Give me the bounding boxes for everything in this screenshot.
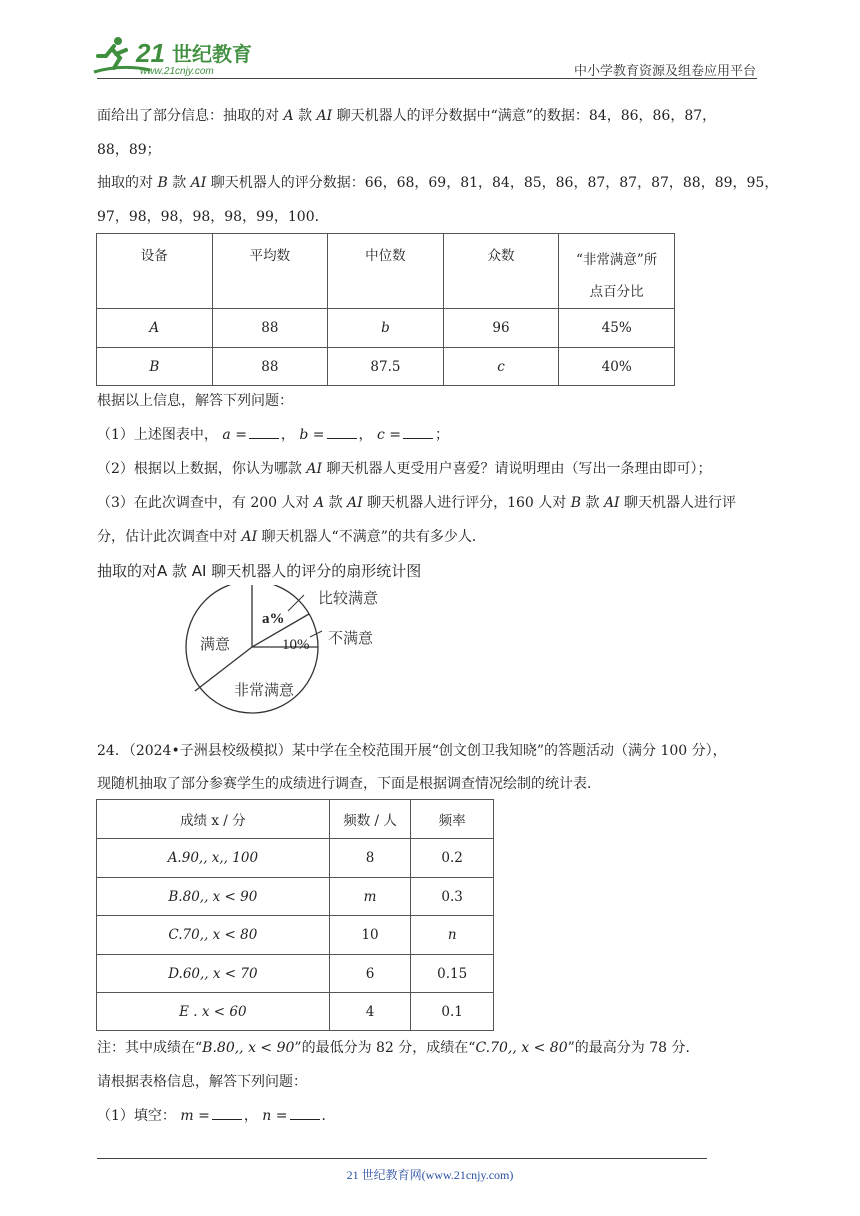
table-row bbox=[97, 348, 675, 386]
cell: C.70,, x < 80 bbox=[97, 916, 330, 955]
semicolon: ； bbox=[435, 427, 450, 443]
equals: = bbox=[275, 1108, 288, 1124]
question-2 bbox=[97, 459, 711, 479]
header-cell: 中位数 bbox=[328, 234, 444, 309]
equals: = bbox=[312, 427, 325, 443]
equals: = bbox=[389, 427, 402, 443]
cell: E . x < 60 bbox=[97, 993, 330, 1031]
header bbox=[0, 0, 860, 80]
cell: 4 bbox=[329, 993, 411, 1031]
header-line: 点百分比 bbox=[589, 284, 644, 300]
comma: ， bbox=[243, 1108, 258, 1124]
var-b: B bbox=[157, 175, 168, 191]
cell: 0.1 bbox=[411, 993, 494, 1031]
text: 款 bbox=[328, 495, 343, 511]
slice-label-10-percent: 10% bbox=[282, 637, 310, 653]
cell: 8 bbox=[329, 839, 411, 878]
cell: 40% bbox=[559, 348, 675, 386]
slice-label-unsatisfied: 不满意 bbox=[328, 629, 374, 647]
question-3 bbox=[97, 493, 736, 513]
slice-label-fairly-satisfied: 比较满意 bbox=[318, 589, 379, 607]
logo-url: www.21cnjy.com bbox=[140, 66, 214, 77]
cell: 96 bbox=[443, 309, 559, 348]
questions-lead: 根据以上信息，解答下列问题： bbox=[97, 393, 293, 409]
text: （1）填空： bbox=[97, 1108, 176, 1124]
text: （2）根据以上数据，你认为哪款 bbox=[97, 461, 302, 477]
pie-chart bbox=[180, 585, 410, 725]
question-2-1 bbox=[97, 1106, 336, 1126]
text: ”的最高分为 78 分． bbox=[567, 1040, 700, 1056]
pie-chart-title: 抽取的对A 款 AI 聊天机器人的评分的扇形统计图 bbox=[97, 562, 422, 580]
header-cell bbox=[559, 234, 675, 309]
platform-name: 中小学教育资源及组卷应用平台 bbox=[573, 64, 756, 79]
table-header-row bbox=[97, 800, 494, 839]
answer-blank[interactable] bbox=[249, 426, 279, 439]
problem-24-line-1: 24．（2024•子洲县校级模拟）某中学在全校范围开展“创文创卫我知晓”的答题活动（满分 100 分）， bbox=[97, 743, 727, 759]
var-n: n bbox=[262, 1108, 272, 1124]
comma: ， bbox=[280, 427, 295, 443]
equals: = bbox=[235, 427, 247, 443]
device-stats-table bbox=[96, 233, 675, 386]
answer-blank[interactable] bbox=[403, 426, 433, 439]
intro-line-3 bbox=[97, 173, 778, 193]
table-row bbox=[97, 878, 494, 916]
cell: 45% bbox=[559, 309, 675, 348]
score-frequency-table bbox=[96, 799, 494, 1031]
footer-divider bbox=[97, 1158, 707, 1159]
intro-line-1 bbox=[97, 106, 716, 126]
header-cell: 平均数 bbox=[212, 234, 328, 309]
cell: n bbox=[411, 916, 494, 955]
answer-blank[interactable] bbox=[212, 1107, 242, 1120]
table-row bbox=[97, 916, 494, 955]
footer-text: 21 世纪教育网(www.21cnjy.com) bbox=[346, 1168, 514, 1182]
text: ”的最低分为 82 分，成绩在“ bbox=[294, 1040, 476, 1056]
table-row bbox=[97, 993, 494, 1031]
var-c: c bbox=[376, 427, 385, 443]
text: 面给出了部分信息：抽取的对 bbox=[97, 108, 279, 124]
text: 抽取的对 bbox=[97, 175, 153, 191]
header-cell: 频数 / 人 bbox=[329, 800, 411, 839]
var-ai: AI bbox=[316, 108, 333, 124]
var-ai: AI bbox=[190, 175, 207, 191]
logo-number: 21 bbox=[136, 38, 165, 68]
table-note bbox=[97, 1038, 700, 1058]
var-a: a bbox=[222, 427, 231, 443]
text: 聊天机器人“不满意”的共有多少人． bbox=[261, 529, 486, 545]
table-row bbox=[97, 955, 494, 993]
logo-text: 世纪教育 bbox=[172, 42, 252, 66]
slice-label-satisfied: 满意 bbox=[200, 635, 231, 653]
cell: 0.15 bbox=[411, 955, 494, 993]
text: 聊天机器人的评分数据：66，68，69，81，84，85，86，87，87，87，88，89，95， bbox=[210, 175, 779, 191]
header-cell: 众数 bbox=[443, 234, 559, 309]
intro-line-4: 97，98，98，98，98，99，100． bbox=[97, 209, 329, 225]
table-row bbox=[97, 839, 494, 878]
questions-2-lead: 请根据表格信息，解答下列问题： bbox=[97, 1074, 307, 1090]
table-header-row bbox=[97, 234, 675, 309]
site-logo bbox=[92, 34, 257, 78]
text: 聊天机器人进行评 bbox=[624, 495, 737, 511]
cell: B.80,, x < 90 bbox=[97, 878, 330, 916]
header-cell: 设备 bbox=[97, 234, 213, 309]
cell: c bbox=[443, 348, 559, 386]
cell: m bbox=[329, 878, 411, 916]
equals: = bbox=[198, 1108, 210, 1124]
text: 款 bbox=[585, 495, 600, 511]
var-m: m bbox=[180, 1108, 194, 1124]
cell: b bbox=[328, 309, 444, 348]
cell: 0.2 bbox=[411, 839, 494, 878]
var-b: B bbox=[570, 495, 582, 511]
range-c: C.70,, x < 80 bbox=[475, 1040, 568, 1056]
answer-blank[interactable] bbox=[290, 1107, 320, 1120]
comma: ， bbox=[358, 427, 373, 443]
cell: 10 bbox=[329, 916, 411, 955]
question-3-cont bbox=[97, 527, 486, 547]
text: 分，估计此次调查中对 bbox=[97, 529, 237, 545]
text: 款 bbox=[172, 175, 187, 191]
cell: A bbox=[97, 309, 213, 348]
cell: 0.3 bbox=[411, 878, 494, 916]
slice-label-very-satisfied: 非常满意 bbox=[234, 681, 295, 699]
text: 款 bbox=[298, 108, 313, 124]
var-ai: AI bbox=[603, 495, 620, 511]
answer-blank[interactable] bbox=[327, 426, 357, 439]
var-ai: AI bbox=[241, 529, 258, 545]
table-row bbox=[97, 309, 675, 348]
text: 注：其中成绩在“ bbox=[97, 1040, 203, 1056]
text: 聊天机器人更受用户喜爱？请说明理由（写出一条理由即可）； bbox=[326, 461, 712, 477]
period: ． bbox=[321, 1108, 336, 1124]
problem-24-line-2: 现随机抽取了部分参赛学生的成绩进行调查，下面是根据调查情况绘制的统计表． bbox=[97, 776, 601, 792]
var-ai: AI bbox=[306, 461, 323, 477]
var-b: b bbox=[299, 427, 309, 443]
cell: 88 bbox=[212, 348, 328, 386]
header-cell: 成绩 x / 分 bbox=[97, 800, 330, 839]
text: 聊天机器人的评分数据中“满意”的数据：84，86，86，87， bbox=[336, 108, 717, 124]
header-line: “非常满意”所 bbox=[575, 252, 658, 268]
cell: 87.5 bbox=[328, 348, 444, 386]
intro-line-2: 88，89； bbox=[97, 142, 161, 158]
var-a: A bbox=[313, 495, 325, 511]
cell: B bbox=[97, 348, 213, 386]
var-ai: AI bbox=[347, 495, 363, 511]
var-a: A bbox=[283, 108, 294, 124]
slice-label-a-percent: a% bbox=[262, 611, 285, 627]
cell: 88 bbox=[212, 309, 328, 348]
text: 聊天机器人进行评分，160 人对 bbox=[367, 495, 567, 511]
cell: 6 bbox=[329, 955, 411, 993]
question-1 bbox=[97, 425, 449, 445]
text: （3）在此次调查中，有 200 人对 bbox=[97, 495, 310, 511]
text: （1）上述图表中， bbox=[97, 427, 218, 443]
cell: D.60,, x < 70 bbox=[97, 955, 330, 993]
header-cell: 频率 bbox=[411, 800, 494, 839]
header-divider bbox=[97, 78, 757, 79]
cell: A.90,, x,, 100 bbox=[97, 839, 330, 878]
range-b: B.80,, x < 90 bbox=[202, 1040, 295, 1056]
